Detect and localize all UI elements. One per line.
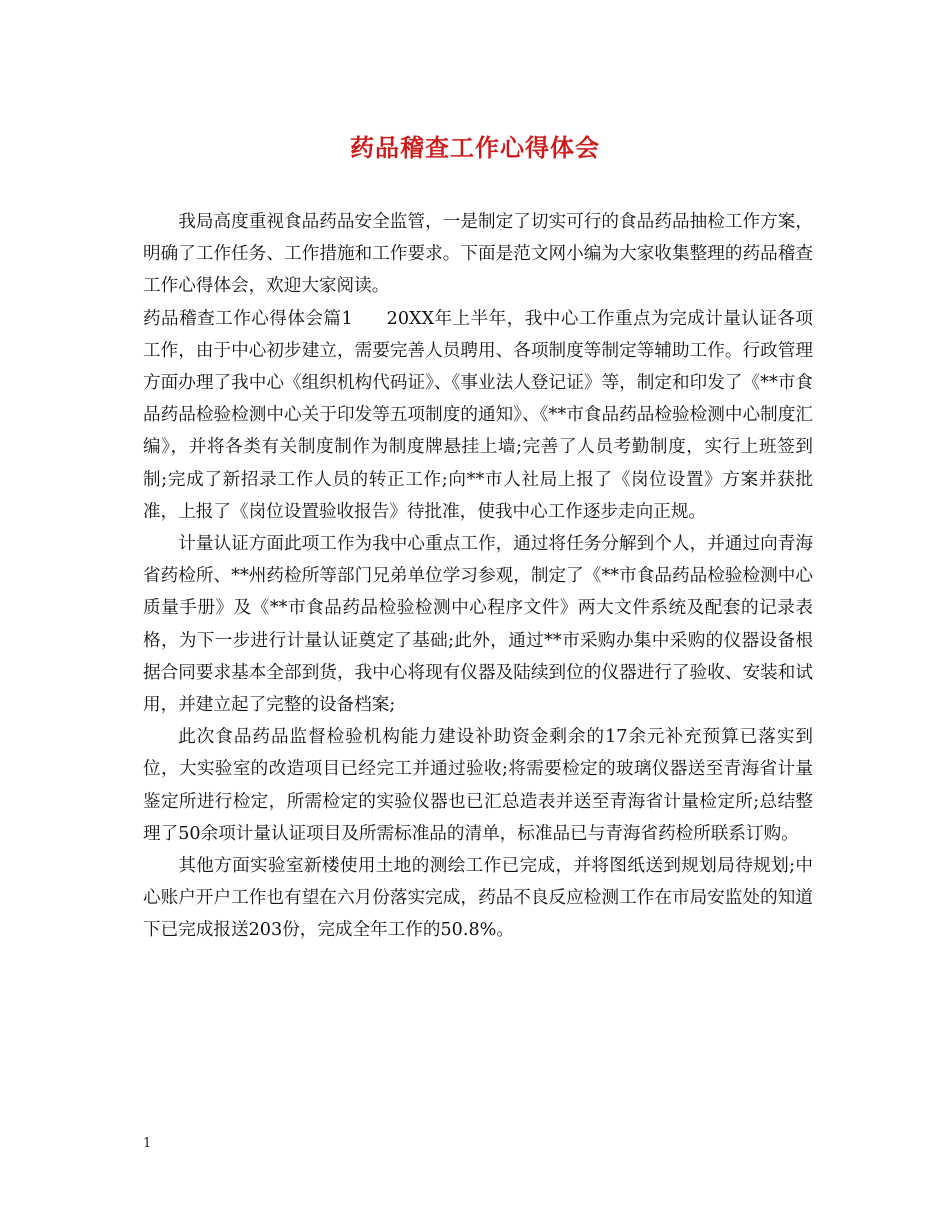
section-heading: 药品稽查工作心得体会篇1 (143, 308, 353, 329)
paragraph-2: 计量认证方面此项工作为我中心重点工作，通过将任务分解到个人，并通过向青海省药检所、**州药检所等部门兄弟单位学习参观，制定了《**市食品药品检验检测中心质量手册》及《**市食品药品检验检测中心程序文件》两大文件系统及配套的记录表格，为下一步进行计量认证奠定了基础;此外，通过**市采购办集中采购的仪器设备根据合同要求基本全部到货，我中心将现有仪器及陆续到位的仪器进行了验收、安装和试用，并建立起了完整的设备档案; (143, 534, 813, 716)
section-paragraph (143, 303, 813, 528)
page-number: 1 (143, 1136, 152, 1151)
paragraph-1: 20XX年上半年，我中心工作重点为完成计量认证各项工作，由于中心初步建立，需要完善人员聘用、各项制度等制定等辅助工作。行政管理方面办理了我中心《组织机构代码证》、《事业法人登记证》等，制定和印发了《**市食品药品检验检测中心关于印发等五项制度的通知》、《**市食品药品检验检测中心制度汇编》，并将各类有关制度制作为制度牌悬挂上墙;完善了人员考勤制度，实行上班签到制;完成了新招录工作人员的转正工作;向**市人社局上报了《岗位设置》方案并获批准，上报了《岗位设置验收报告》待批准，使我中心工作逐步走向正规。 (143, 308, 813, 522)
paragraph-3: 此次食品药品监督检验机构能力建设补助资金剩余的17余元补充预算已落实到位，大实验室的改造项目已经完工并通过验收;将需要检定的玻璃仪器送至青海省计量鉴定所进行检定，所需检定的实验仪器也已汇总造表并送至青海省计量检定所;总结整理了50余项计量认证项目及所需标准品的清单，标准品已与青海省药检所联系订购。 (143, 727, 813, 844)
intro-paragraph: 我局高度重视食品药品安全监管，一是制定了切实可行的食品药品抽检工作方案，明确了工作任务、工作措施和工作要求。下面是范文网小编为大家收集整理的药品稽查工作心得体会，欢迎大家阅读。 (143, 212, 813, 297)
document-title: 药品稽查工作心得体会 (350, 133, 600, 162)
paragraph-4: 其他方面实验室新楼使用土地的测绘工作已完成，并将图纸送到规划局待规划;中心账户开户工作也有望在六月份落实完成，药品不良反应检测工作在市局安监处的知道下已完成报送203份，完成全年工作的50.8%。 (143, 856, 813, 941)
document-body (143, 206, 813, 947)
